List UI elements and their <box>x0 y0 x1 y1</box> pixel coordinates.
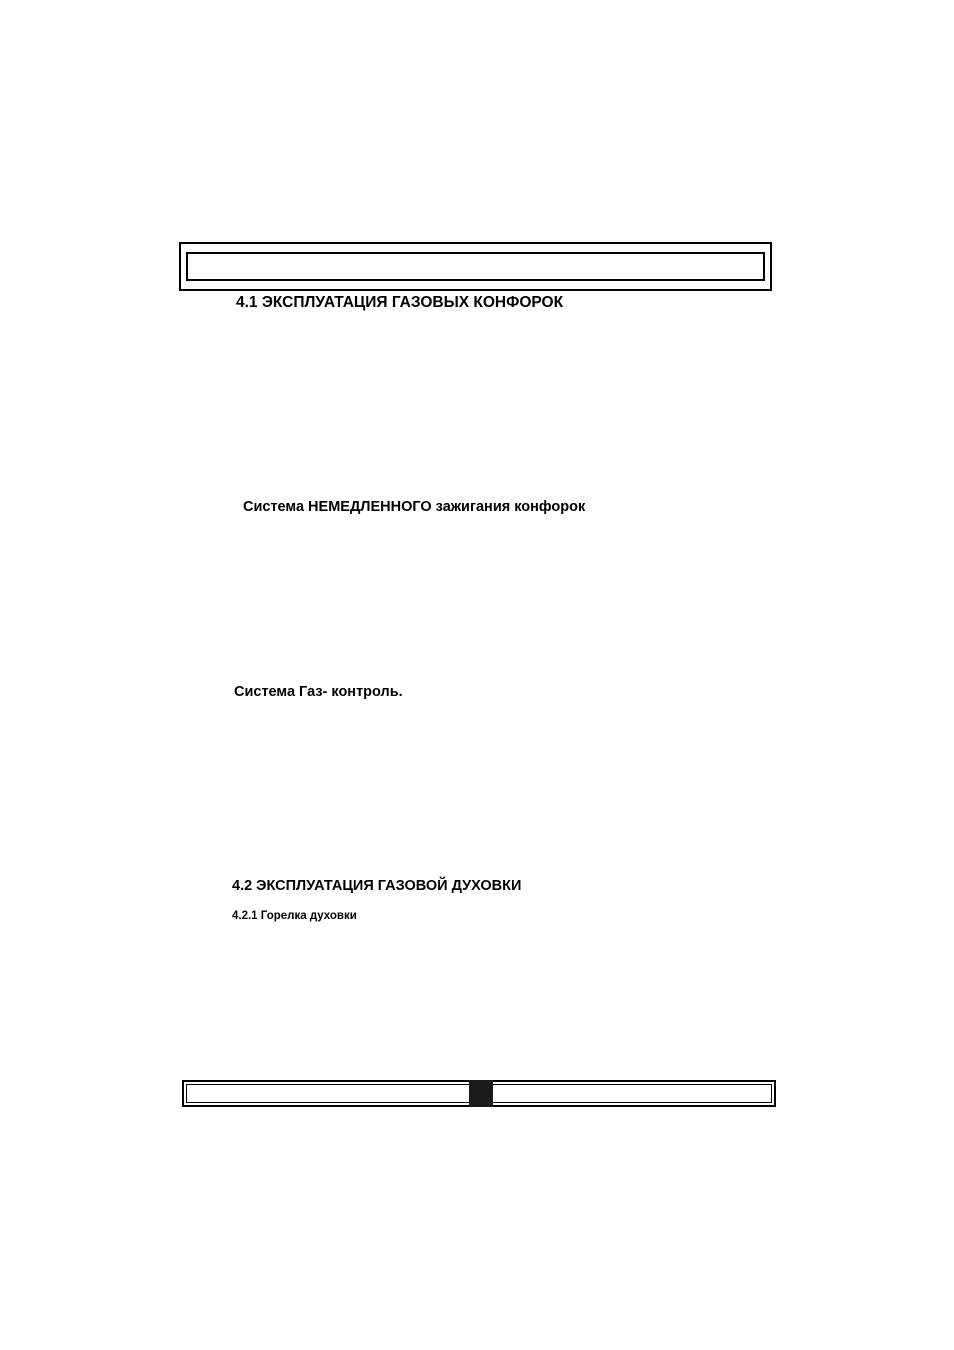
section-title-gas-burners: 4.1 ЭКСПЛУАТАЦИЯ ГАЗОВЫХ КОНФОРОК <box>236 294 564 311</box>
page-number-tab <box>469 1080 493 1107</box>
subsection-title-oven-burner: 4.2.1 Горелка духовки <box>232 910 357 922</box>
page-header-frame <box>179 242 772 291</box>
page-footer-bar <box>182 1080 776 1107</box>
section-title-gas-oven: 4.2 ЭКСПЛУАТАЦИЯ ГАЗОВОЙ ДУХОВКИ <box>232 878 522 894</box>
subsection-title-immediate-ignition: Система НЕМЕДЛЕННОГО зажигания конфорок <box>243 499 586 515</box>
page-header-inner-frame <box>186 252 765 281</box>
subsection-title-gas-control: Система Газ- контроль. <box>234 684 403 700</box>
